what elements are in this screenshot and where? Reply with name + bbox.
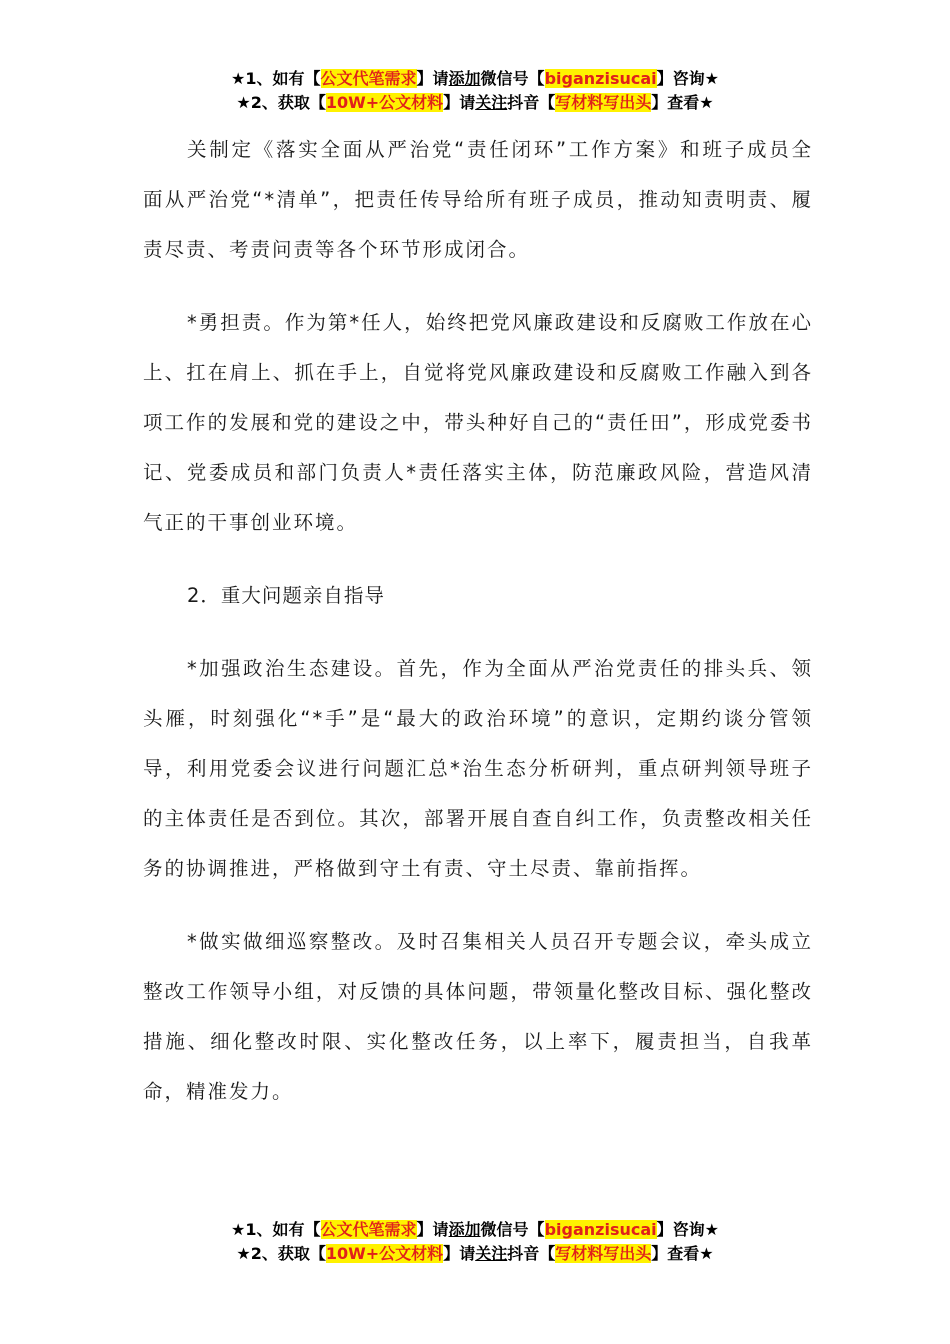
wechat-id: biganzisucai: [544, 69, 657, 88]
header-banner: [0, 67, 950, 115]
materials-highlight: 10W+公文材料: [325, 93, 444, 112]
paragraph: *勇担责。作为第*任人，始终把党风廉政建设和反腐败工作放在心上、扛在肩上、抓在手上，自觉将党风廉政建设和反腐败工作融入到各项工作的发展和党的建设之中，带头种好自己的“责任田”，形成党委书记、党委成员和部门负责人*责任落实主体，防范廉政风险，营造风清气正的干事创业环境。: [143, 311, 813, 534]
section-heading: 2．重大问题亲自指导: [187, 584, 385, 607]
douyin-account: 写材料写出头: [555, 93, 652, 112]
banner-line-2: ★2、获取【10W+公文材料】请关注抖音【写材料写出头】查看★: [236, 1244, 714, 1263]
banner-line-1: ★1、如有【公文代笔需求】请添加微信号【biganzisucai】咨询★: [231, 69, 719, 88]
banner-line-2: ★2、获取【10W+公文材料】请关注抖音【写材料写出头】查看★: [236, 93, 714, 112]
banner-line-1: ★1、如有【公文代笔需求】请添加微信号【biganzisucai】咨询★: [231, 1220, 719, 1239]
paragraph: *加强政治生态建设。首先，作为全面从严治党责任的排头兵、领头雁，时刻强化“*手”是“最大的政治环境”的意识，定期约谈分管领导，利用党委会议进行问题汇总*治生态分析研判，重点研判领导班子的主体责任是否到位。其次，部署开展自查自纠工作，负责整改相关任务的协调推进，严格做到守土有责、守土尽责、靠前指挥。: [143, 657, 813, 880]
document-body: [143, 125, 813, 1140]
paragraph: *做实做细巡察整改。及时召集相关人员召开专题会议，牵头成立整改工作领导小组，对反馈的具体问题，带领量化整改目标、强化整改措施、细化整改时限、实化整改任务，以上率下，履责担当，自我革命，精准发力。: [143, 930, 813, 1103]
materials-highlight: 10W+公文材料: [325, 1244, 444, 1263]
service-highlight: 公文代笔需求: [320, 69, 417, 88]
paragraph: 关制定《落实全面从严治党“责任闭环”工作方案》和班子成员全面从严治党“*清单”，把责任传导给所有班子成员，推动知责明责、履责尽责、考责问责等各个环节形成闭合。: [143, 138, 813, 261]
wechat-id: biganzisucai: [544, 1220, 657, 1239]
service-highlight: 公文代笔需求: [320, 1220, 417, 1239]
footer-banner: [0, 1218, 950, 1266]
douyin-account: 写材料写出头: [555, 1244, 652, 1263]
